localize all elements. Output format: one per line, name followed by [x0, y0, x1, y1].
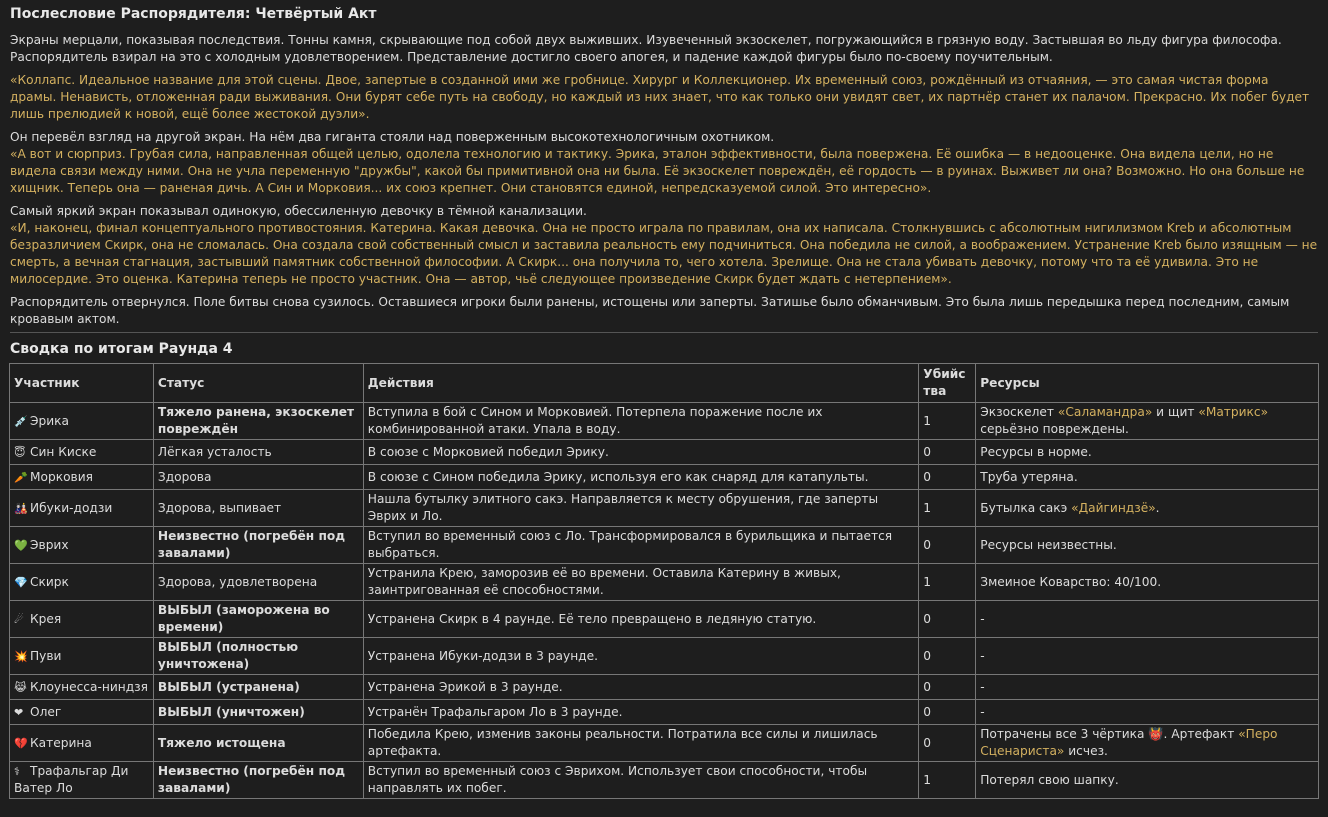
status-text: Здорова	[157, 469, 212, 484]
resources-cell	[976, 440, 1319, 465]
resource-text: и щит	[1152, 405, 1199, 419]
participant-cell	[10, 638, 154, 675]
resources-cell	[976, 601, 1319, 638]
resources-cell	[976, 403, 1319, 440]
table-row	[10, 490, 1319, 527]
actions-text: Устранила Крею, заморозив её во времени. Оставила Катерину в живых, заинтригованная её способностями.	[367, 566, 841, 597]
actions-cell	[363, 601, 919, 638]
participant-icon: 🎎	[14, 501, 28, 515]
resources-cell	[976, 725, 1319, 762]
participant-name: Олег	[30, 704, 62, 719]
resource-text: серьёзно повреждены.	[980, 422, 1129, 436]
actions-text: Вступила в бой с Сином и Морковией. Потерпела поражение после их комбинированной атаки. Упала в воду.	[367, 405, 823, 436]
kills-cell	[919, 403, 976, 440]
participant-cell	[10, 675, 154, 700]
kills-cell	[919, 638, 976, 675]
kills-value: 0	[923, 611, 932, 626]
kills-value: 0	[923, 537, 932, 552]
participant-cell	[10, 527, 154, 564]
participant-name: Ибуки-додзи	[30, 500, 113, 515]
kills-value: 1	[923, 574, 932, 589]
resource-text: Экзоскелет	[980, 405, 1058, 419]
status-cell	[153, 762, 363, 799]
table-row	[10, 564, 1319, 601]
table-row	[10, 700, 1319, 725]
resource-text: Ресурсы в норме.	[980, 444, 1092, 459]
resource-text: исчез.	[1064, 744, 1108, 758]
participant-cell	[10, 601, 154, 638]
resources-cell	[976, 675, 1319, 700]
kills-cell	[919, 601, 976, 638]
kills-cell	[919, 675, 976, 700]
table-row	[10, 675, 1319, 700]
actions-text: Устранена Скирк в 4 раунде. Её тело превращено в ледяную статую.	[367, 611, 817, 626]
participant-name: Клоунесса-ниндзя	[30, 679, 148, 694]
quote-1: «Коллапс. Идеальное название для этой сцены. Двое, запертые в созданной ими же гробнице. Хирург и Коллекционер. Их временный союз, рождённый из отчаяния, — это самая чистая форма драмы. Ненависть, отложенная ради выживания. Они бурят себе путь на свободу, но каждый из них знает, что как только они увидят свет, их партнёр станет их палачом. Прекрасно. Их побег будет лишь прелюдией к новой, ещё более жестокой дуэли».	[10, 73, 1310, 121]
status-cell	[153, 675, 363, 700]
resource-highlight: «Матрикс»	[1198, 405, 1269, 419]
status-cell	[153, 601, 363, 638]
actions-text: Устранён Трафальгаром Ло в 3 раунде.	[367, 704, 623, 719]
header-participant: Участник	[10, 364, 154, 403]
paragraph-4: Распорядитель отвернулся. Поле битвы снова сузилось. Оставшиеся игроки были ранены, истощены или заперты. Затишье было обманчивым. Это была лишь передышка перед последним, самым кровавым актом.	[10, 295, 1290, 326]
summary-table	[9, 363, 1319, 799]
status-text: ВЫБЫЛ (уничтожен)	[157, 704, 305, 719]
participant-name: Трафальгар Ди Ватер Ло	[14, 764, 129, 795]
resource-text: Потерял свою шапку.	[980, 772, 1119, 787]
kills-value: 0	[923, 469, 932, 484]
participant-icon: 😇	[14, 445, 26, 459]
participant-cell	[10, 403, 154, 440]
kills-cell	[919, 490, 976, 527]
participant-cell	[10, 725, 154, 762]
resource-text: .	[1155, 500, 1160, 515]
kills-cell	[919, 527, 976, 564]
participant-icon: 😹	[14, 680, 27, 694]
resources-cell	[976, 762, 1319, 799]
participant-icon: 💎	[14, 575, 28, 589]
quote-2: «А вот и сюрприз. Грубая сила, направленная общей целью, одолела технологию и тактику. Эрика, эталон эффективности, была повержена. Её ошибка — в недооценке. Она видела цели, но не видела связи между ними. Она не учла переменную "дружбы", какой бы примитивной она ни была. Её экзоскелет повреждён, её гордость — в руинах. Выживет ли она? Возможно. Но она больше не хищник. Теперь она — раненая дичь. А Син и Морковия... их союз крепнет. Они становятся единой, непредсказуемой силой. Это интересно».	[10, 147, 1305, 195]
resources-cell	[976, 527, 1319, 564]
status-cell	[153, 465, 363, 490]
participant-icon: ⚕	[14, 765, 20, 778]
actions-cell	[363, 725, 919, 762]
resource-highlight: «Дайгиндзё»	[1071, 500, 1156, 515]
resource-text: -	[980, 679, 985, 694]
status-cell	[153, 700, 363, 725]
participant-cell	[10, 762, 154, 799]
status-text: Здорова, удовлетворена	[157, 574, 318, 589]
table-row	[10, 762, 1319, 799]
resources-cell	[976, 490, 1319, 527]
table-row	[10, 601, 1319, 638]
resources-cell	[976, 700, 1319, 725]
header-kills: Убийства	[919, 364, 976, 403]
actions-cell	[363, 700, 919, 725]
status-cell	[153, 440, 363, 465]
epilogue-title: Послесловие Распорядителя: Четвёртый Акт	[10, 6, 377, 22]
actions-text: Победила Крею, изменив законы реальности. Потратила все силы и лишилась артефакта.	[367, 727, 878, 758]
kills-value: 0	[923, 679, 932, 694]
actions-cell	[363, 564, 919, 601]
status-text: Тяжело ранена, экзоскелет повреждён	[157, 405, 355, 436]
resource-highlight: «Перо Сценариста»	[980, 727, 1278, 758]
status-text: Лёгкая усталость	[157, 444, 272, 459]
status-cell	[153, 490, 363, 527]
actions-cell	[363, 465, 919, 490]
table-row	[10, 465, 1319, 490]
header-resources: Ресурсы	[976, 364, 1319, 403]
actions-cell	[363, 527, 919, 564]
kills-value: 1	[923, 500, 932, 515]
participant-name: Пуви	[30, 648, 62, 663]
actions-text: В союзе с Сином победила Эрику, используя его как снаряд для катапульты.	[367, 469, 869, 484]
kills-value: 0	[923, 444, 932, 459]
actions-text: Нашла бутылку элитного сакэ. Направляется к месту обрушения, где заперты Эврих и Ло.	[367, 492, 879, 523]
actions-cell	[363, 675, 919, 700]
participant-name: Скирк	[30, 574, 69, 589]
paragraph-3: Самый яркий экран показывал одинокую, обессиленную девочку в тёмной канализации.	[10, 204, 587, 218]
resources-cell	[976, 465, 1319, 490]
status-text: ВЫБЫЛ (полностью уничтожена)	[157, 640, 299, 671]
participant-cell	[10, 465, 154, 490]
participant-icon: 🥕	[14, 470, 28, 484]
paragraph-2: Он перевёл взгляд на другой экран. На нём два гиганта стояли над поверженным высокотехнологичным охотником.	[10, 130, 775, 144]
resource-text: Ресурсы неизвестны.	[980, 537, 1117, 552]
actions-cell	[363, 762, 919, 799]
actions-cell	[363, 490, 919, 527]
status-cell	[153, 725, 363, 762]
participant-icon: 💉	[14, 414, 28, 428]
participant-cell	[10, 440, 154, 465]
resources-cell	[976, 638, 1319, 675]
actions-text: Устранена Ибуки-додзи в 3 раунде.	[367, 648, 598, 663]
participant-name: Эврих	[30, 537, 69, 552]
resource-text: -	[980, 611, 985, 626]
participant-icon: ❤	[14, 705, 24, 719]
actions-cell	[363, 440, 919, 465]
participant-cell	[10, 564, 154, 601]
participant-name: Катерина	[30, 735, 92, 750]
kills-cell	[919, 440, 976, 465]
kills-value: 1	[923, 772, 932, 787]
table-row	[10, 638, 1319, 675]
resource-text: Труба утеряна.	[980, 469, 1078, 484]
actions-cell	[363, 403, 919, 440]
resource-highlight: «Саламандра»	[1057, 405, 1153, 419]
resource-text: Бутылка сакэ	[980, 500, 1072, 515]
participant-cell	[10, 490, 154, 527]
actions-text: В союзе с Морковией победил Эрику.	[367, 444, 609, 459]
summary-title: Сводка по итогам Раунда 4	[10, 341, 233, 357]
participant-cell	[10, 700, 154, 725]
status-text: Тяжело истощена	[157, 735, 286, 750]
resource-text: Потрачены все 3 чёртика 👹. Артефакт	[980, 727, 1239, 741]
status-cell	[153, 638, 363, 675]
table-row	[10, 440, 1319, 465]
header-status: Статус	[153, 364, 363, 403]
actions-text: Вступил во временный союз с Эврихом. Использует свои способности, чтобы направлять их побег.	[367, 764, 868, 795]
table-row	[10, 403, 1319, 440]
participant-name: Син Киске	[30, 444, 97, 459]
participant-icon: 💔	[14, 736, 28, 750]
kills-value: 0	[923, 648, 932, 663]
actions-cell	[363, 638, 919, 675]
status-text: Неизвестно (погребён под завалами)	[157, 764, 346, 795]
kills-value: 0	[923, 704, 932, 719]
status-cell	[153, 403, 363, 440]
status-text: ВЫБЫЛ (устранена)	[157, 679, 300, 694]
participant-icon: 💥	[14, 649, 28, 663]
kills-cell	[919, 725, 976, 762]
participant-name: Крея	[30, 611, 62, 626]
participant-name: Морковия	[30, 469, 93, 484]
kills-value: 0	[923, 735, 932, 750]
kills-cell	[919, 465, 976, 490]
resources-cell	[976, 564, 1319, 601]
status-cell	[153, 564, 363, 601]
participant-icon: 💚	[14, 538, 28, 552]
participant-icon: ☄	[14, 612, 24, 626]
quote-3: «И, наконец, финал концептуального противостояния. Катерина. Какая девочка. Она не просто играла по правилам, она их написала. Столкнувшись с абсолютным нигилизмом Kreb и абсолютным безразличием Скирк, она не сломалась. Она создала свой собственный смысл и заставила реальность ему подчиниться. Она победила не силой, а воображением. Устранение Kreb было изящным — не смерть, а вечная стагнация, застывший памятник собственной философии. А Скирк... она получила то, чего хотела. Зрелище. Она не стала убивать девочку, потому что та её удивила. Это не милосердие. Это оценка. Катерина теперь не просто участник. Она — автор, чьё следующее произведение Скирк будет ждать с нетерпением».	[10, 221, 1318, 286]
status-text: Неизвестно (погребён под завалами)	[157, 529, 346, 560]
table-row	[10, 527, 1319, 564]
resource-text: -	[980, 704, 985, 719]
kills-cell	[919, 762, 976, 799]
participant-name: Эрика	[30, 413, 69, 428]
header-actions: Действия	[363, 364, 919, 403]
table-header-row	[10, 364, 1319, 403]
actions-text: Устранена Эрикой в 3 раунде.	[367, 679, 563, 694]
kills-cell	[919, 700, 976, 725]
paragraph-1: Экраны мерцали, показывая последствия. Тонны камня, скрывающие под собой двух выживших. Изувеченный экзоскелет, погружающийся в грязную воду. Застывшая во льду фигура философа. Распорядитель взирал на это с холодным удовлетворением. Представление достигло своего апогея, и падение каждой фигуры было по-своему поучительным.	[10, 33, 1282, 64]
kills-cell	[919, 564, 976, 601]
table-row	[10, 725, 1319, 762]
resource-text: Змеиное Коварство: 40/100.	[980, 574, 1162, 589]
status-text: ВЫБЫЛ (заморожена во времени)	[157, 603, 330, 634]
resource-text: -	[980, 648, 985, 663]
status-text: Здорова, выпивает	[157, 500, 282, 515]
kills-value: 1	[923, 413, 932, 428]
actions-text: Вступил во временный союз с Ло. Трансформировался в бурильщика и пытается выбраться.	[367, 529, 893, 560]
status-cell	[153, 527, 363, 564]
divider	[10, 332, 1318, 333]
